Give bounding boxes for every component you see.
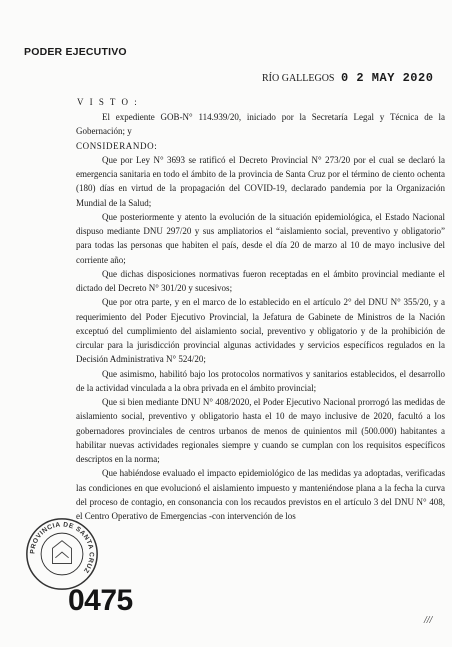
considerando-paragraph-4: Que por otra parte, y en el marco de lo establecido en el artículo 2° del DNU N° 355/20, y a requerimiento del Poder Ejecutivo Provincial, la Jefatura de Gabinete de Ministros de la Nación exceptuó del cumplimiento del aislamiento social, preventivo y obligatorio y de la prohibición de circular para la jurisdicción provincial algunas actividades y servicios específicos regulados en la Decisión Administrativa N° 524/20; xyxy=(76,297,445,365)
date-stamp: 0 2 MAY 2020 xyxy=(341,71,434,85)
considerando-heading: CONSIDERANDO: xyxy=(76,140,158,151)
official-seal-stamp xyxy=(24,516,100,592)
place-name: RÍO GALLEGOS xyxy=(262,73,335,84)
considerando-paragraph-6: Que si bien mediante DNU N° 408/2020, el Poder Ejecutivo Nacional prorrogó las medidas de aislamiento social, preventivo y obligatorio hasta el 10 de mayo inclusive de 2020, facultó a los gobernadores provinciales de centros urbanos de menos de quinientos mil (500.000) habitantes a habilitar nuevas actividades regionales siempre y cuando se cumplan con los requisitos específicos descriptos en la norma; xyxy=(76,397,445,464)
considerando-paragraph-7: Que habiéndose evaluado el impacto epidemiológico de las medidas ya adoptadas, verificadas las condiciones en que evolucionó el aislamiento impuesto y manteniéndose plana a la fecha la curva del proceso de contagio, en consonancia con los recaudos previstos en el artículo 3 del DNU N° 408, el Centro Operativo de Emergencias -con intervención de los xyxy=(76,468,445,521)
document-body xyxy=(76,110,445,523)
document-number: 0475 xyxy=(68,584,133,617)
considerando-paragraph-5: Que asimismo, habilitó bajo los protocolos normativos y sanitarios establecidos, el desarrollo de la actividad vinculada a la obra privada en el ámbito provincial; xyxy=(76,368,445,393)
seal-text: PROVINCIA DE SANTA CRUZ xyxy=(29,521,95,575)
svg-text:PROVINCIA DE SANTA CRUZ xyxy=(29,521,94,574)
issuer-heading: PODER EJECUTIVO xyxy=(24,46,127,58)
place-date-line xyxy=(262,71,433,85)
visto-heading: V I S T O : xyxy=(77,97,139,107)
considerando-paragraph-2: Que posteriormente y atento la evolución de la situación epidemiológica, el Estado Nacional dispuso mediante DNU 297/20 y sus ampliatorios el “aislamiento social, preventivo y obligatorio” para todas las personas que habiten el país, desde el día 20 de marzo al 10 de mayo inclusive del corriente año; xyxy=(76,211,445,265)
visto-paragraph: El expediente GOB-N° 114.939/20, iniciado por la Secretaría Legal y Técnica de la Gobernación; y xyxy=(76,112,445,137)
continuation-mark: /// xyxy=(424,615,433,626)
considerando-paragraph-1: Que por Ley N° 3693 se ratificó el Decreto Provincial N° 273/20 por el cual se declaró la emergencia sanitaria en todo el ámbito de la provincia de Santa Cruz por el término de ciento ochenta (180) días en virtud de la propagación del COVID-19, declarado pandemia por la Organización Mundial de la Salud; xyxy=(76,154,445,208)
considerando-paragraph-3: Que dichas disposiciones normativas fueron receptadas en el ámbito provincial mediante el dictado del Decreto N° 301/20 y sucesivos; xyxy=(76,268,445,293)
